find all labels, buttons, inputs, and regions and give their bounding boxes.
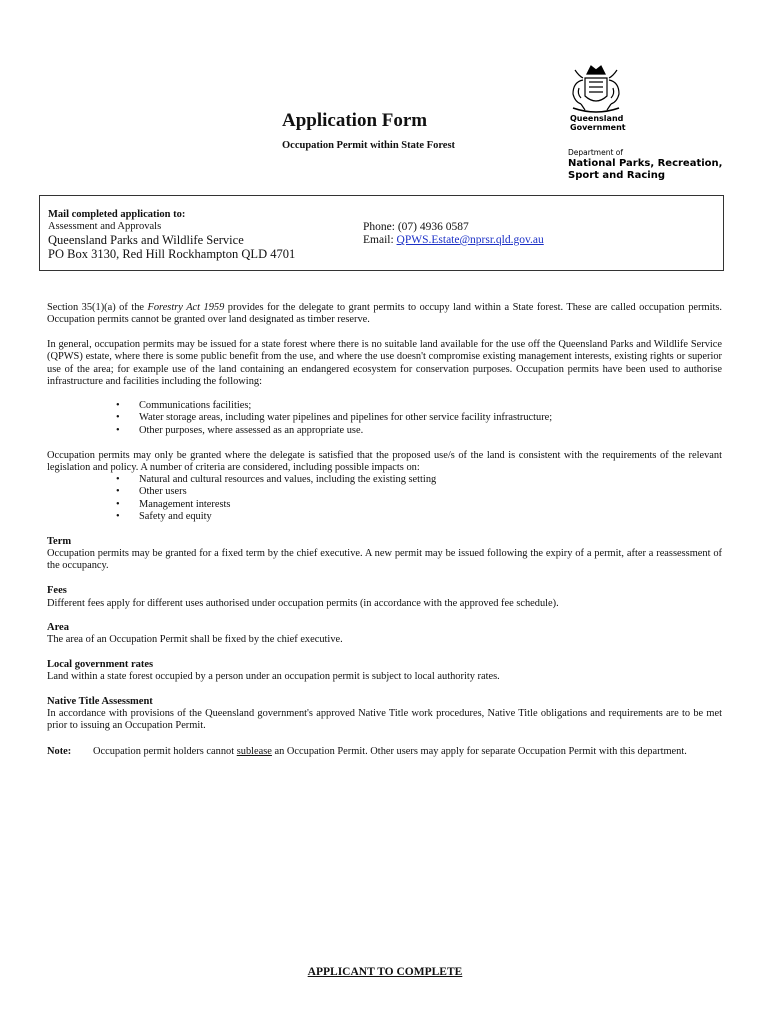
mail-heading: Mail completed application to: [48, 209, 186, 220]
coat-of-arms-icon [567, 60, 625, 116]
note-sublease: sublease [236, 746, 272, 757]
forestry-act-reference: Forestry Act 1959 [147, 302, 225, 313]
form-title: Application Form [282, 110, 428, 131]
department-name: National Parks, Recreation, Sport and Racing [568, 158, 723, 181]
term-text: Occupation permits may be granted for a fixed term by the chief executive. A new permit may be issued following the expiry of a permit, after a reassessment of the occupancy. [47, 548, 722, 572]
intro-paragraph-1 [47, 302, 722, 327]
email-link[interactable]: QPWS.Estate@nprsr.qld.gov.au [396, 234, 544, 246]
criteria-intro: Occupation permits may only be granted where the delegate is satisfied that the proposed use/s of the land is consistent with the requirements of the relevant legislation and policy. A number of criteria are considered, including possible impacts on: [47, 450, 722, 474]
email-label: Email: [363, 234, 397, 246]
form-subtitle: Occupation Permit within State Forest [282, 140, 456, 151]
intro-p1-end: provides for the delegate to grant permits to occupy land within a State forest. These are called occupation permits. Occupation permits cannot be granted over land designated as timber reserve. [47, 302, 722, 326]
list-item: • Water storage areas, including water pipelines and pipelines for other service facility infrastructure; [116, 412, 676, 424]
note-text-end: an Occupation Permit. Other users may apply for separate Occupation Permit with this department. [271, 746, 687, 757]
area-text: The area of an Occupation Permit shall be fixed by the chief executive. [47, 634, 343, 645]
contact-email [363, 234, 544, 246]
mail-department: Assessment and Approvals [48, 221, 162, 232]
mail-postal-address: PO Box 3130, Red Hill Rockhampton QLD 4701 [48, 247, 296, 261]
mail-organisation: Queensland Parks and Wildlife Service [48, 233, 244, 247]
uses-list [116, 400, 676, 437]
note-label: Note: [47, 746, 72, 757]
contact-phone: Phone: (07) 4936 0587 [363, 221, 469, 233]
list-item: • Communications facilities; [116, 400, 676, 412]
native-title-heading: Native Title Assessment [47, 696, 153, 707]
rates-text: Land within a state forest occupied by a person under an occupation permit is subject to local authority rates. [47, 671, 500, 682]
rates-heading: Local government rates [47, 659, 154, 670]
list-item: • Natural and cultural resources and values, including the existing setting [116, 474, 676, 486]
area-heading: Area [47, 622, 69, 633]
criteria-list [116, 474, 676, 524]
fees-heading: Fees [47, 585, 67, 596]
department-label: Department of [568, 148, 623, 157]
queensland-government-wordmark [570, 114, 626, 132]
term-heading: Term [47, 536, 72, 547]
note-text-start: Occupation permit holders cannot [93, 746, 237, 757]
native-title-text: In accordance with provisions of the Queensland government's approved Native Title work procedures, Native Title obligations and requirements are to be met prior to issuing an Occupation Permit. [47, 708, 722, 732]
intro-p1-start: Section 35(1)(a) of the [47, 302, 148, 313]
note-text [93, 746, 722, 758]
intro-paragraph-2: In general, occupation permits may be issued for a state forest where there is no suitable land available for the use off the Queensland Parks and Wildlife Service (QPWS) estate, where there is some public benefit from the use, and where the use doesn't compromise existing management interests, existing rights or superior use of the area; for example use of the land containing an endangered ecosystem for conservation purposes. Occupation permits have been used to authorise infrastructure and facilities including the following: [47, 339, 722, 388]
logo-line-2: Government [570, 123, 626, 132]
list-item: • Safety and equity [116, 511, 676, 523]
applicant-section-heading: APPLICANT TO COMPLETE [307, 966, 463, 978]
logo-line-1: Queensland [570, 114, 624, 123]
mail-address-box [39, 195, 724, 271]
list-item: • Management interests [116, 499, 676, 511]
fees-text: Different fees apply for different uses authorised under occupation permits (in accordance with the approved fee schedule). [47, 598, 559, 609]
list-item: • Other users [116, 486, 676, 498]
list-item: • Other purposes, where assessed as an appropriate use. [116, 425, 676, 437]
